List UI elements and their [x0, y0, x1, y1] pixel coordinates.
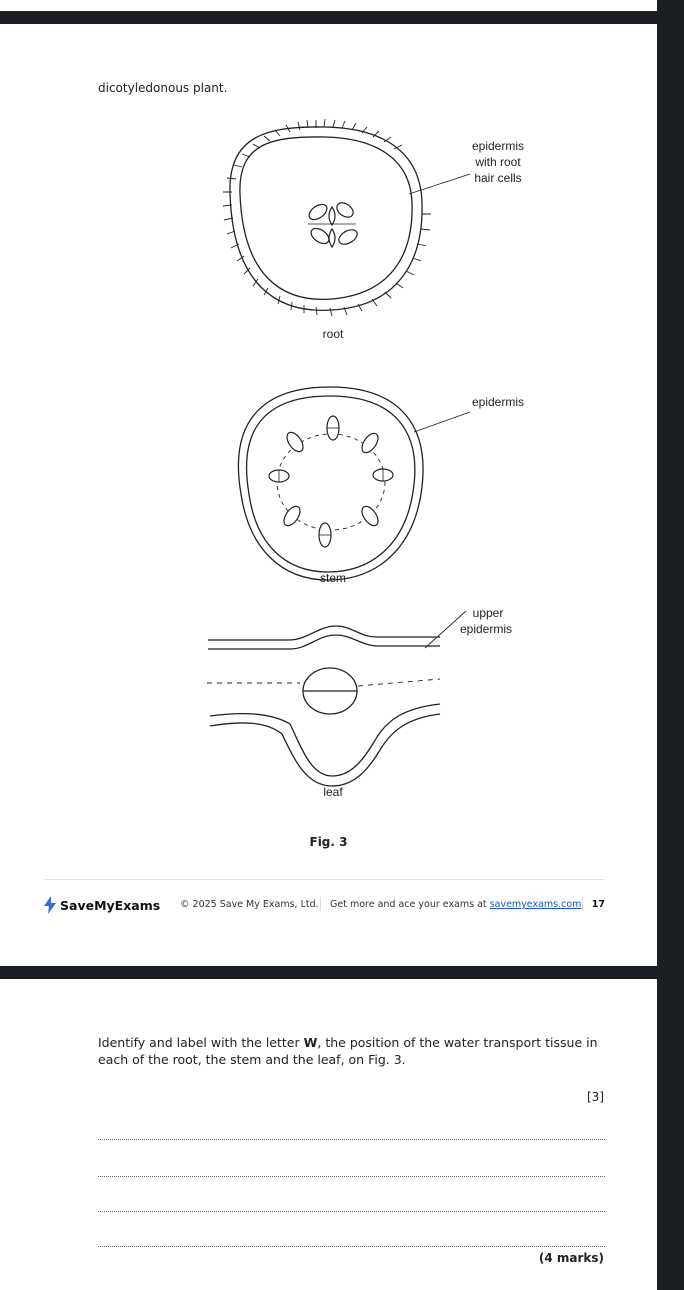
leaf-name: leaf — [323, 785, 343, 799]
answer-line[interactable] — [98, 1139, 605, 1140]
root-label-with-root: with root — [475, 155, 521, 169]
answer-line[interactable] — [98, 1246, 605, 1247]
leaf-label-epidermis: epidermis — [459, 622, 513, 636]
stem-vascular-bundles — [269, 416, 393, 547]
page-footer — [44, 879, 605, 922]
root-vascular-cross — [306, 200, 359, 247]
footer-divider — [320, 897, 321, 911]
previous-page-edge — [0, 0, 657, 11]
question-text-end: , the position of the water transport tissue in each of the root, the stem and the leaf, on Fig. 3. — [98, 1035, 598, 1067]
lightning-icon — [44, 896, 56, 914]
question-text-start: Identify and label with the letter — [98, 1035, 304, 1050]
footer-divider — [582, 897, 583, 911]
stem-diagram — [238, 387, 470, 580]
page-number: 17 — [591, 899, 605, 910]
leaf-label-upper: upper — [472, 606, 504, 620]
answer-line[interactable] — [98, 1176, 605, 1177]
stem-name: stem — [319, 571, 347, 585]
savemyexams-link[interactable]: savemyexams.com — [489, 899, 582, 910]
marks-total: (4 marks) — [538, 1251, 604, 1265]
viewer-background — [657, 0, 684, 1290]
stem-label-epidermis: epidermis — [471, 395, 525, 409]
question-letter-w: W — [303, 1035, 318, 1050]
intro-text: dicotyledonous plant. — [98, 81, 228, 95]
root-label-epidermis: epidermis — [471, 139, 525, 153]
root-hairs — [223, 119, 431, 316]
marks-inline: [3] — [587, 1090, 604, 1104]
savemyexams-logo[interactable] — [44, 896, 160, 914]
figure-caption: Fig. 3 — [309, 835, 348, 849]
answer-line[interactable] — [98, 1211, 605, 1212]
leaf-diagram — [207, 611, 466, 786]
root-diagram — [223, 119, 470, 316]
question-text — [98, 1034, 608, 1068]
root-label-hair-cells: hair cells — [474, 171, 522, 185]
document-page-18 — [0, 979, 657, 1290]
footer-promo — [330, 899, 581, 910]
document-page-17 — [0, 24, 657, 966]
root-name: root — [322, 327, 344, 341]
figure-3-diagrams — [0, 24, 657, 824]
promo-text: Get more and ace your exams at — [330, 899, 487, 910]
copyright-text: © 2025 Save My Exams, Ltd. — [180, 899, 319, 910]
brand-name: SaveMyExams — [60, 897, 161, 913]
